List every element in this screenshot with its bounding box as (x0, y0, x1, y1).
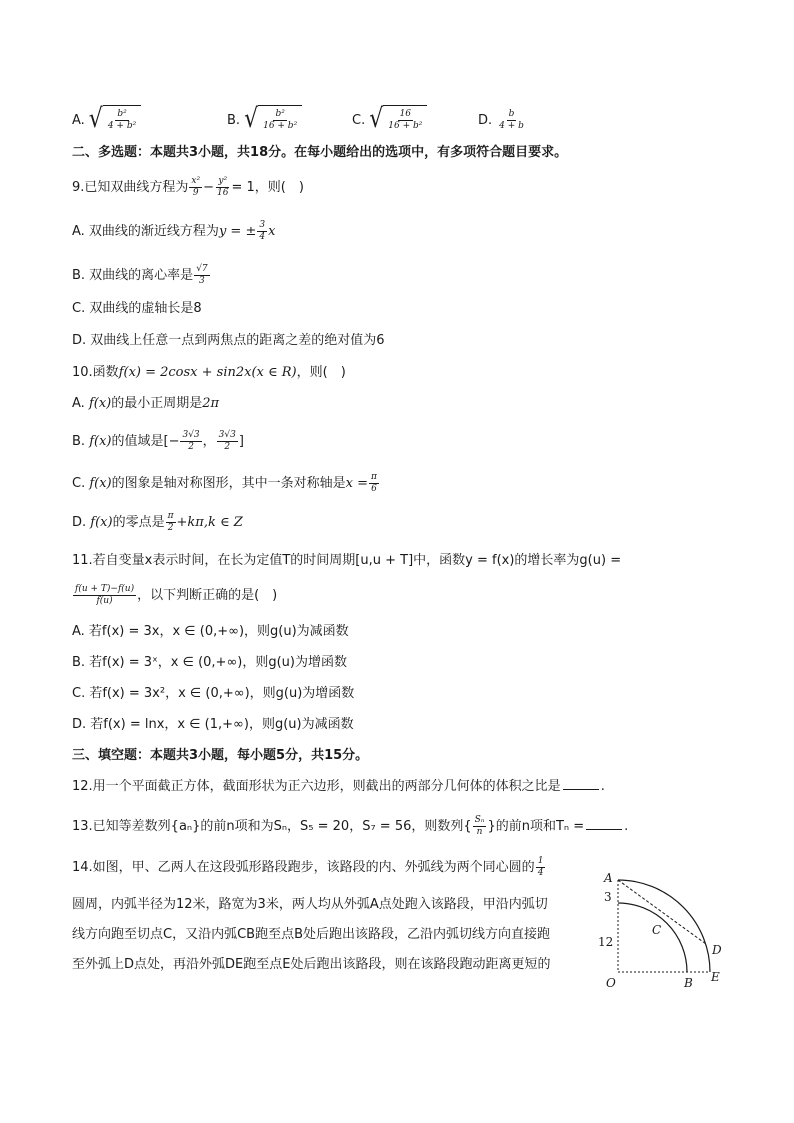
fraction: $\frac{\pi}{6}$ (371, 472, 377, 494)
fraction: $\frac{3√3}{2}$ (182, 430, 200, 452)
label-a: A (604, 871, 613, 885)
question-13: 13.已知等差数列{aₙ}的前n项和为Sₙ，S₅ = 20，S₇ = 56，则数列{ $\frac{\text{Sₙ}}{n}$ }的前n项和Tₙ = . (72, 815, 629, 837)
question-12: 12.用一个平面截正方体，截面形状为正六边形，则截出的两部分几何体的体积之比是 . (72, 779, 605, 794)
answer-blank[interactable] (563, 777, 599, 790)
option-a: A. √ $\frac{\text{b²}}{\text{4 + b²}}$ (72, 100, 141, 140)
inner-arc (618, 903, 687, 972)
question-11-option-c: C. 若f(x) = 3x²，x ∈ (0,+∞)，则g(u)为增函数 (72, 686, 355, 701)
question-10-option-b: B. f(x)的值域是[− $\frac{3√3}{2}$ ， $\frac{3√3}{2}$ ] (72, 430, 244, 452)
label-c: C (652, 923, 662, 937)
label-road-width: 3 (604, 890, 612, 904)
question-9-option-d: D. 双曲线上任意一点到两焦点的距离之差的绝对值为6 (72, 333, 385, 348)
previous-question-options (72, 100, 532, 140)
option-b: B. √ $\frac{\text{b²}}{\text{16 + b²}}$ (227, 100, 302, 140)
label-e: E (711, 970, 720, 984)
question-14-line4: 至外弧上D点处，再沿外弧DE跑至点E处后跑出该路段，则在该路段跑动距离更短的 (72, 957, 551, 972)
fraction: $\frac{\text{y²}}{16}$ (217, 176, 229, 198)
answer-blank[interactable] (586, 817, 622, 830)
question-11-stem-line2: $\frac{f(u + T)-f(u)}{f(u)}$ ，以下判断正确的是( ) (75, 584, 278, 606)
question-9-option-b: B. 双曲线的离心率是 $\frac{√7}{3}$ (72, 264, 208, 286)
arc-road-figure (598, 870, 728, 990)
label-b: B (684, 976, 693, 990)
fraction: $\frac{\text{b²}}{\text{4 + b²}}$ (107, 109, 137, 131)
question-14-line3: 线方向跑至切点C，又沿内弧CB跑至点B处后跑出该路段，乙沿内弧切线方向直接跑 (72, 927, 550, 942)
fraction: $\frac{f(u + T)-f(u)}{f(u)}$ (75, 584, 135, 606)
arc-road-diagram (598, 870, 728, 990)
outer-arc (618, 880, 710, 972)
question-11-option-a: A. 若f(x) = 3x，x ∈ (0,+∞)，则g(u)为减函数 (72, 624, 349, 639)
tangent-line-ad (618, 880, 706, 944)
fraction: $\frac{√7}{3}$ (196, 264, 208, 286)
fraction: $\frac{3}{4}$ (259, 220, 266, 242)
label-d: D (712, 943, 722, 957)
question-11-stem-line1: 11.若自变量x表示时间，在长为定值T的时间周期[u,u + T]中，函数y = f(x)的增长率为g(u) = (72, 553, 622, 568)
section-heading-fill-in: 三、填空题：本题共3小题，每小题5分，共15分。 (72, 748, 369, 763)
question-10-option-d: D. f(x)的零点是 $\frac{\pi}{2}$ +kπ,k ∈ Z (72, 511, 243, 533)
fraction: $\frac{\text{b²}}{\text{16 + b²}}$ (263, 109, 298, 131)
option-c: C. √ $\frac{16}{\text{16 + b²}}$ (352, 100, 427, 140)
question-10-option-c: C. f(x)的图象是轴对称图形，其中一条对称轴是x = $\frac{\pi}{6}$ (72, 472, 377, 494)
fraction: $\frac{1}{4}$ (537, 856, 544, 878)
question-14-line1: 14.如图，甲、乙两人在这段弧形路段跑步，该路段的内、外弧线为两个同心圆的 $\frac{1}{4}$ (72, 856, 544, 878)
question-11-option-d: D. 若f(x) = lnx，x ∈ (1,+∞)，则g(u)为减函数 (72, 717, 354, 732)
label-inner-radius: 12 (598, 935, 614, 949)
question-14-line2: 圆周，内弧半径为12米，路宽为3米，两人均从外弧A点处跑入该路段，甲沿内弧切 (72, 897, 548, 912)
sqrt-expression: √ $\frac{\text{b²}}{\text{4 + b²}}$ (89, 105, 141, 135)
question-11-option-b: B. 若f(x) = 3ˣ，x ∈ (0,+∞)，则g(u)为增函数 (72, 655, 347, 670)
fraction: $\frac{\text{x²}}{9}$ (191, 176, 201, 198)
section-heading-multiple-choice: 二、多选题：本题共3小题，共18分。在每小题给出的选项中，有多项符合题目要求。 (72, 145, 568, 160)
question-9-stem: 9.已知双曲线方程为 $\frac{\text{x²}}{9}$ − $\frac{\text{y²}}{16}$ = 1，则( ) (72, 176, 304, 198)
question-10-stem: 10.函数f(x) = 2cosx + sin2x(x ∈ R)，则( ) (72, 365, 346, 380)
fraction: $\frac{\text{Sₙ}}{n}$ (474, 815, 485, 837)
fraction: $\frac{\pi}{2}$ (167, 511, 174, 533)
label-o: O (606, 976, 616, 990)
question-9-option-c: C. 双曲线的虚轴长是8 (72, 301, 202, 316)
question-9-option-a: A. 双曲线的渐近线方程为y = ± $\frac{3}{4}$ x (72, 220, 276, 242)
fraction: $\frac{b}{4 + b}$ (499, 108, 524, 131)
option-d: D. $\frac{b}{4 + b}$ (478, 108, 524, 131)
fraction: $\frac{3√3}{2}$ (218, 430, 236, 452)
question-10-option-a: A. f(x)的最小正周期是2π (72, 396, 220, 411)
fraction: $\frac{16}{\text{16 + b²}}$ (388, 109, 423, 131)
sqrt-expression: √ $\frac{16}{\text{16 + b²}}$ (369, 105, 427, 135)
sqrt-expression: √ $\frac{\text{b²}}{\text{16 + b²}}$ (244, 105, 302, 135)
